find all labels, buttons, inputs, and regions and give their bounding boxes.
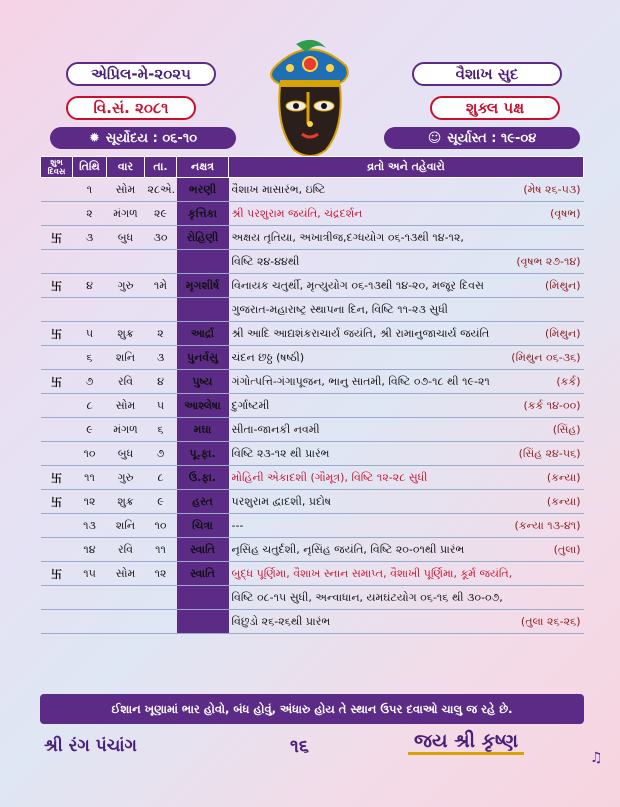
rashi-text: (તુલા ૨૬-૨૬) <box>520 614 581 628</box>
date-cell: ૨૮એ. <box>145 178 177 202</box>
table-row <box>41 538 584 562</box>
events-cell <box>229 610 584 634</box>
nakshatra-cell: ચિત્રા <box>177 514 229 538</box>
events-cell <box>229 442 584 466</box>
nakshatra-cell: ભરણી <box>177 178 229 202</box>
table-row <box>41 370 584 394</box>
weekday-cell: ગુરુ <box>107 466 145 490</box>
table-row <box>41 346 584 370</box>
shubh-symbol-icon <box>41 514 73 538</box>
page-number: ૧૬ <box>290 736 309 757</box>
nakshatra-cell: મૃગશીર્ષ <box>177 274 229 298</box>
shubh-symbol-icon: 卐 <box>41 466 73 490</box>
date-cell: ૧૧ <box>145 538 177 562</box>
event-text: વિષ્ટિ ૦૮-૧૫ સુધી, અન્વાધાન, યમઘંટયોગ ૦૬-૧૬ થી ૩૦-૦૭, <box>231 590 503 604</box>
events-cell <box>229 178 584 202</box>
tithi-cell: ૧૫ <box>73 562 107 586</box>
nakshatra-cell: સ્વાતિ <box>177 538 229 562</box>
tithi-cell: ૧૨ <box>73 490 107 514</box>
weekday-cell: મંગળ <box>107 202 145 226</box>
nakshatra-cell: પુનર્વસુ <box>177 346 229 370</box>
date-cell: ૭ <box>145 442 177 466</box>
event-text: અક્ષય તૃતિયા, અખાત્રીજ,દગ્ધયોગ ૦૬-૧૩થી ૧૪-૧૨, <box>231 230 464 244</box>
weekday-cell: શનિ <box>107 346 145 370</box>
shubh-symbol-icon <box>41 586 73 610</box>
events-cell <box>229 514 584 538</box>
table-row <box>41 418 584 442</box>
date-cell <box>145 250 177 274</box>
shubh-symbol-icon <box>41 250 73 274</box>
date-cell: ૧૦ <box>145 514 177 538</box>
rashi-text: (કર્ક ૧૪-૦૦) <box>523 398 581 412</box>
event-text: --- <box>231 518 244 532</box>
table-row <box>41 274 584 298</box>
weekday-cell: સોમ <box>107 562 145 586</box>
event-text: શ્રી પરશુરામ જયંતિ, ચંદ્રદર્શન <box>231 206 363 220</box>
weekday-cell <box>107 610 145 634</box>
rashi-text: (કન્યા) <box>546 470 581 484</box>
event-text: વિષ્ટિ ૨૪-૪૪થી <box>231 254 300 268</box>
weekday-cell: બુધ <box>107 226 145 250</box>
date-cell: ૧મે <box>145 274 177 298</box>
nakshatra-cell: રોહિણી <box>177 226 229 250</box>
rashi-text: (વૃષભ) <box>550 206 581 220</box>
weekday-cell: રવિ <box>107 538 145 562</box>
shubh-symbol-icon <box>41 298 73 322</box>
rashi-text: (સિંહ) <box>552 422 581 436</box>
event-text: વિષ્ટિ ૨૩-૧૨ થી પ્રારંભ <box>231 446 330 460</box>
shubh-symbol-icon: 卐 <box>41 562 73 586</box>
table-row <box>41 322 584 346</box>
col-header-tithi: તિથિ <box>73 157 107 178</box>
nakshatra-cell: હસ્ત <box>177 490 229 514</box>
nakshatra-cell: ઉ.ફા. <box>177 466 229 490</box>
table-row <box>41 394 584 418</box>
rashi-text: (સિંહ ૨૪-૫૬) <box>518 446 581 460</box>
sunset-bar <box>384 127 580 149</box>
rashi-text: (કન્યા) <box>546 494 581 508</box>
col-header-nakshatra: નક્ષત્ર <box>177 157 229 178</box>
col-header-date: તા. <box>145 157 177 178</box>
shrinathji-illustration <box>256 38 362 162</box>
samvat-label: વિ.સં. ૨૦૮૧ <box>66 96 196 120</box>
events-cell <box>229 346 584 370</box>
events-cell <box>229 322 584 346</box>
table-row <box>41 250 584 274</box>
events-cell <box>229 418 584 442</box>
col-header-events: વ્રતો અને તહેવારો <box>229 157 584 178</box>
table-header-row <box>41 157 584 178</box>
shubh-symbol-icon <box>41 610 73 634</box>
shubh-symbol-icon <box>41 538 73 562</box>
date-cell: ૨ <box>145 322 177 346</box>
weekday-cell: બુધ <box>107 442 145 466</box>
tithi-cell: ૮ <box>73 394 107 418</box>
rashi-text: (મિથુન) <box>545 278 581 292</box>
table-row <box>41 202 584 226</box>
tithi-cell: ૨ <box>73 202 107 226</box>
event-text: ચંદન છઠ્ઠ (ષષ્ઠી) <box>231 350 305 364</box>
tithi-cell <box>73 610 107 634</box>
shubh-symbol-icon: 卐 <box>41 322 73 346</box>
table-row <box>41 226 584 250</box>
brand-name: શ્રી રંગ પંચાંગ <box>44 736 137 756</box>
date-cell <box>145 610 177 634</box>
shubh-symbol-icon: 卐 <box>41 274 73 298</box>
shubh-symbol-icon: 卐 <box>41 370 73 394</box>
sunrise-label: સૂર્યોદય : ૦૬-૧૦ <box>105 130 198 146</box>
rashi-text: (મિથુન ૦૬-૩૬) <box>511 350 581 364</box>
tithi-cell: ૧ <box>73 178 107 202</box>
event-text: ગંગોત્પત્તિ-ગંગાપૂજન, ભાનુ સાતમી, વિષ્ટિ ૦૭-૧૮ થી ૧૯-૨૧ <box>231 374 490 388</box>
weekday-cell: મંગળ <box>107 418 145 442</box>
date-cell: ૨૯ <box>145 202 177 226</box>
nakshatra-cell: આશ્લેષા <box>177 394 229 418</box>
shubh-symbol-icon <box>41 418 73 442</box>
event-text: વિનાયક ચતુર્થી, મૃત્યુયોગ ૦૬-૧૩થી ૧૪-૨૦, મજૂર દિવસ <box>231 278 484 292</box>
tithi-cell: ૧૩ <box>73 514 107 538</box>
nakshatra-cell: પૂ.ફા. <box>177 442 229 466</box>
events-cell <box>229 490 584 514</box>
date-cell: ૧૨ <box>145 562 177 586</box>
footer-note: ઈશાન ખૂણામાં ભાર હોવો, બંધ હોવું, અંધારુ હોય તે સ્થાન ઉપર દવાઓ ચાલુ જ રહે છે. <box>40 694 584 724</box>
shubh-symbol-icon <box>41 346 73 370</box>
paksha-title: વૈશાખ સુદ <box>412 62 562 86</box>
paksha-sub: શુક્લ પક્ષ <box>430 96 560 120</box>
tithi-cell: ૩ <box>73 226 107 250</box>
table-row <box>41 178 584 202</box>
shubh-symbol-icon: 卐 <box>41 226 73 250</box>
nakshatra-cell: મઘા <box>177 418 229 442</box>
tithi-cell: ૭ <box>73 370 107 394</box>
sunset-icon: ☺ <box>427 130 442 146</box>
tithi-cell: ૯ <box>73 418 107 442</box>
weekday-cell: શુક્ર <box>107 490 145 514</box>
rashi-text: (કર્ક) <box>556 374 581 388</box>
table-row <box>41 490 584 514</box>
sun-icon: ✹ <box>88 130 100 146</box>
weekday-cell: રવિ <box>107 370 145 394</box>
date-cell: ૩૦ <box>145 226 177 250</box>
weekday-cell: સોમ <box>107 178 145 202</box>
nakshatra-cell <box>177 610 229 634</box>
table-row <box>41 586 584 610</box>
event-text: સીતા-જાનકી નવમી <box>231 422 320 436</box>
tithi-cell: ૧૧ <box>73 466 107 490</box>
shubh-symbol-icon <box>41 442 73 466</box>
weekday-cell <box>107 250 145 274</box>
rashi-text: (વૃષભ ૨૭-૧૪) <box>516 254 581 268</box>
tithi-cell: ૪ <box>73 274 107 298</box>
event-text: દુર્ગાષ્ટમી <box>231 398 270 412</box>
events-cell <box>229 466 584 490</box>
events-cell <box>229 226 584 250</box>
sunset-label: સૂર્યાસ્ત : ૧૯-૦૪ <box>447 130 537 146</box>
tithi-cell: ૬ <box>73 346 107 370</box>
col-header-var: વાર <box>107 157 145 178</box>
events-cell <box>229 250 584 274</box>
tithi-cell <box>73 298 107 322</box>
nakshatra-cell: પુષ્ય <box>177 370 229 394</box>
weekday-cell: ગુરુ <box>107 274 145 298</box>
event-text: શ્રી આદિ આદ્યશંકરાચાર્ય જયંતિ, શ્રી રામાનુજાચાર્ય જયંતિ <box>231 326 490 340</box>
events-cell <box>229 562 584 586</box>
tithi-cell <box>73 586 107 610</box>
nakshatra-cell: આર્દ્રા <box>177 322 229 346</box>
nakshatra-cell: સ્વાતિ <box>177 562 229 586</box>
tithi-cell: ૧૦ <box>73 442 107 466</box>
date-cell <box>145 298 177 322</box>
events-cell <box>229 394 584 418</box>
date-cell: ૩ <box>145 346 177 370</box>
table-row <box>41 442 584 466</box>
rashi-text: (કન્યા ૧૩-૪૧) <box>514 518 581 532</box>
table-row <box>41 562 584 586</box>
weekday-cell: શનિ <box>107 514 145 538</box>
date-cell: ૮ <box>145 466 177 490</box>
weekday-cell <box>107 298 145 322</box>
nakshatra-cell <box>177 250 229 274</box>
event-text: નૃસિંહ ચતુર્દશી, નૃસિંહ જયંતિ, વિષ્ટિ ૨૦-૦૧થી પ્રારંભ <box>231 542 465 556</box>
event-text: મોહિની એકાદશી (ગૌમૂત્ર), વિષ્ટિ ૧૨-૨૮ સુધી <box>231 470 428 484</box>
weekday-cell: સોમ <box>107 394 145 418</box>
event-text: ગુજરાત-મહારાષ્ટ્ર સ્થાપના દિન, વિષ્ટિ ૧૧-૨૩ સુધી <box>231 302 448 316</box>
month-label: એપ્રિલ-મે-૨૦૨૫ <box>66 62 216 86</box>
sunrise-bar <box>50 127 236 149</box>
date-cell: ૫ <box>145 394 177 418</box>
shubh-symbol-icon <box>41 178 73 202</box>
events-cell <box>229 538 584 562</box>
shubh-symbol-icon <box>41 202 73 226</box>
shubh-symbol-icon <box>41 394 73 418</box>
table-row <box>41 298 584 322</box>
nakshatra-cell: કૃત્તિકા <box>177 202 229 226</box>
rashi-text: (મિથુન) <box>545 326 581 340</box>
events-cell <box>229 202 584 226</box>
date-cell: ૪ <box>145 370 177 394</box>
rashi-text: (મેષ ૨૬-૫૩) <box>523 182 581 196</box>
event-text: બુદ્ધ પૂર્ણિમા, વૈશાખ સ્નાન સમાપ્ત, વૈશાખી પૂર્ણિમા, કૂર્મ જયંતિ, <box>231 566 513 580</box>
weekday-cell: શુક્ર <box>107 322 145 346</box>
calendar-table <box>40 156 584 634</box>
event-text: વૈશાખ માસારંભ, ઇષ્ટિ <box>231 182 326 196</box>
blessing-text: જય શ્રી કૃષ્ણ <box>408 730 524 755</box>
flute-icon: ♫ <box>590 750 603 766</box>
tithi-cell: ૫ <box>73 322 107 346</box>
date-cell: ૯ <box>145 490 177 514</box>
events-cell <box>229 586 584 610</box>
tithi-cell: ૧૪ <box>73 538 107 562</box>
table-row <box>41 610 584 634</box>
event-text: પરશુરામ દ્વાદશી, પ્રદોષ <box>231 494 332 508</box>
event-text: વિંછુડો ૨૬-૨૬થી પ્રારંભ <box>231 614 331 628</box>
weekday-cell <box>107 586 145 610</box>
events-cell <box>229 298 584 322</box>
tithi-cell <box>73 250 107 274</box>
nakshatra-cell <box>177 298 229 322</box>
events-cell <box>229 274 584 298</box>
col-header-shubh: શુભ દિવસ <box>41 157 73 178</box>
events-cell <box>229 370 584 394</box>
date-cell: ૬ <box>145 418 177 442</box>
shubh-symbol-icon: 卐 <box>41 490 73 514</box>
table-row <box>41 466 584 490</box>
rashi-text: (તુલા) <box>553 542 581 556</box>
date-cell <box>145 586 177 610</box>
nakshatra-cell <box>177 586 229 610</box>
table-row <box>41 514 584 538</box>
